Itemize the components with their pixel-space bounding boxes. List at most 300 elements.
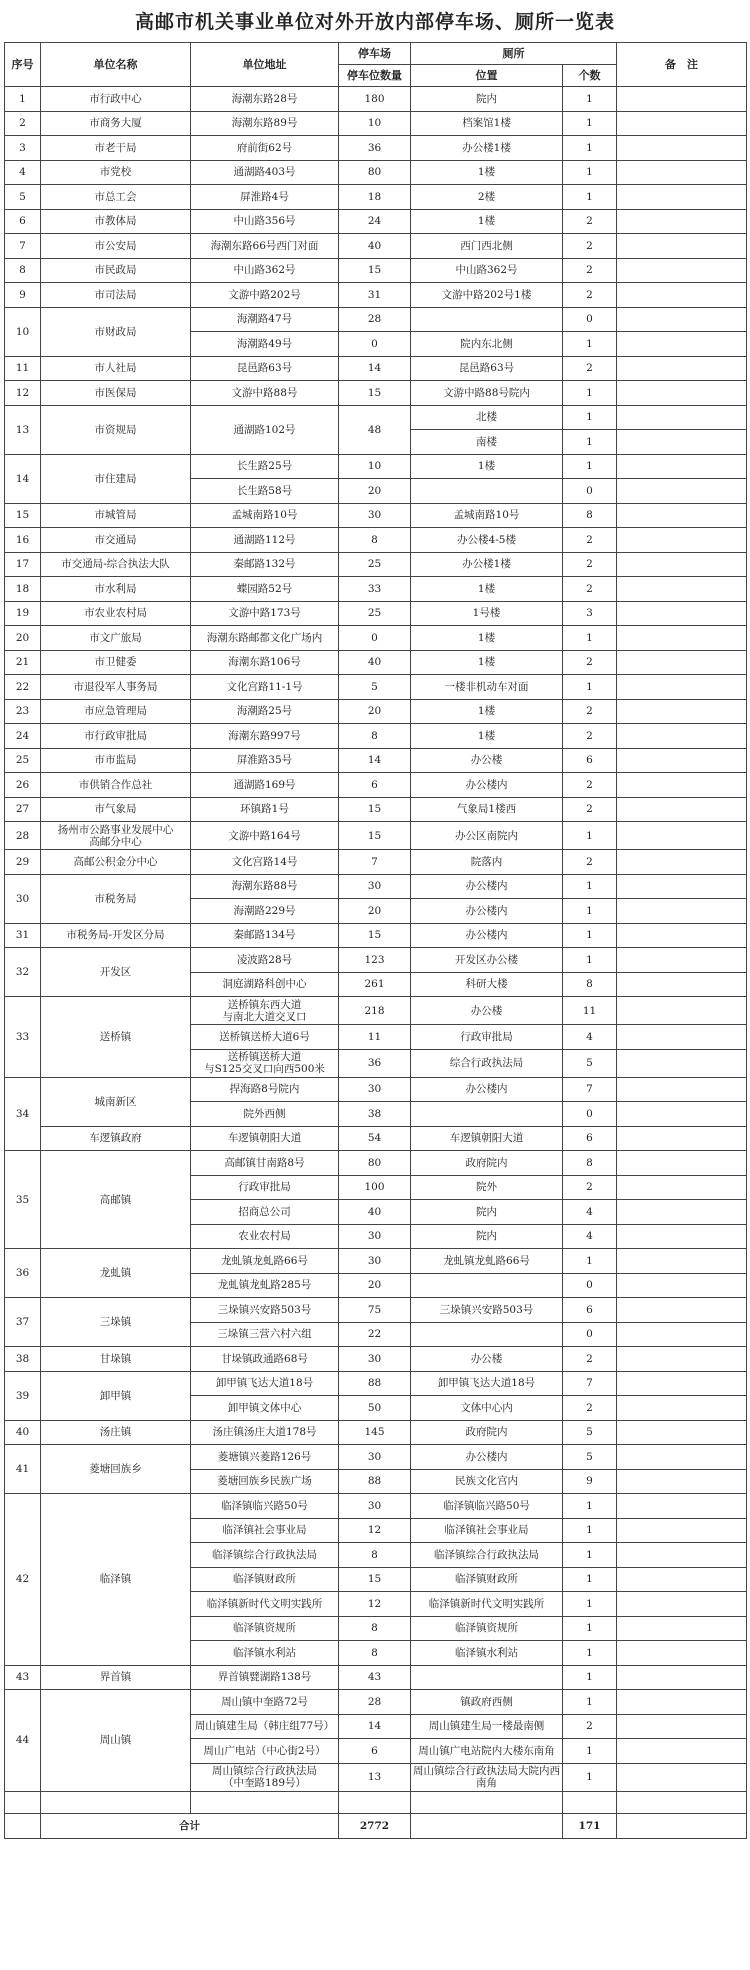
cell-seq: 43 [5, 1665, 41, 1690]
cell-seq: 34 [5, 1077, 41, 1151]
cell-toilet-location: 政府院内 [411, 1151, 563, 1176]
cell-parking-count: 43 [339, 1665, 411, 1690]
table-row [5, 577, 747, 602]
total-row [5, 1813, 747, 1838]
cell-seq: 39 [5, 1371, 41, 1420]
cell-unit-name: 市医保局 [41, 381, 191, 406]
total-remarks [617, 1813, 747, 1838]
cell-parking-count: 40 [339, 1200, 411, 1225]
cell-toilet-location: 办公楼内 [411, 874, 563, 899]
cell-toilet-location: 院内 [411, 1224, 563, 1249]
cell-parking-count: 36 [339, 1049, 411, 1077]
cell-remarks [617, 1567, 747, 1592]
cell-unit-address: 送桥镇东西大道 与南北大道交叉口 [191, 997, 339, 1025]
cell-toilet-count: 1 [563, 822, 617, 850]
cell-unit-address: 海潮东路邮都文化广场内 [191, 626, 339, 651]
cell-unit-address: 文化宫路11-1号 [191, 675, 339, 700]
cell-parking-count: 54 [339, 1126, 411, 1151]
cell-unit-name: 市资规局 [41, 405, 191, 454]
cell-remarks [617, 1200, 747, 1225]
cell-remarks [617, 552, 747, 577]
cell-toilet-location [411, 307, 563, 332]
cell-unit-name: 市行政中心 [41, 87, 191, 112]
cell-toilet-count: 1 [563, 1616, 617, 1641]
cell-toilet-location: 中山路362号 [411, 258, 563, 283]
cell-seq: 42 [5, 1494, 41, 1666]
blank-row [5, 1791, 747, 1813]
table-row [5, 699, 747, 724]
cell-remarks [617, 405, 747, 430]
cell-seq: 38 [5, 1347, 41, 1372]
cell-toilet-location: 院内 [411, 1200, 563, 1225]
cell-remarks [617, 1445, 747, 1470]
cell-parking-count: 8 [339, 1616, 411, 1641]
cell-remarks [617, 307, 747, 332]
cell-unit-name: 高邮镇 [41, 1151, 191, 1249]
cell-toilet-location: 办公楼内 [411, 923, 563, 948]
cell-unit-address: 三垛镇三营六村六组 [191, 1322, 339, 1347]
cell-seq: 26 [5, 773, 41, 798]
cell-seq: 22 [5, 675, 41, 700]
cell-seq: 32 [5, 948, 41, 997]
cell-remarks [617, 626, 747, 651]
cell-toilet-location: 综合行政执法局 [411, 1049, 563, 1077]
cell-unit-name: 周山镇 [41, 1690, 191, 1792]
cell-seq: 6 [5, 209, 41, 234]
cell-toilet-count: 5 [563, 1049, 617, 1077]
cell-remarks [617, 822, 747, 850]
cell-unit-name: 市税务局 [41, 874, 191, 923]
cell-remarks [617, 1102, 747, 1127]
cell-unit-address: 屏淮路35号 [191, 748, 339, 773]
cell-parking-count: 7 [339, 850, 411, 875]
cell-toilet-count: 1 [563, 1763, 617, 1791]
table-row [5, 87, 747, 112]
cell-toilet-location: 文体中心内 [411, 1396, 563, 1421]
table-row [5, 797, 747, 822]
cell-unit-address: 海潮东路89号 [191, 111, 339, 136]
table-row [5, 1494, 747, 1519]
cell-unit-address: 甘垛镇政通路68号 [191, 1347, 339, 1372]
cell-toilet-location [411, 1102, 563, 1127]
cell-unit-address: 海潮东路88号 [191, 874, 339, 899]
cell-unit-address: 海潮东路106号 [191, 650, 339, 675]
cell-toilet-location: 办公楼4-5楼 [411, 528, 563, 553]
cell-unit-name: 菱塘回族乡 [41, 1445, 191, 1494]
cell-parking-count: 15 [339, 822, 411, 850]
cell-parking-count: 20 [339, 1273, 411, 1298]
cell-unit-name: 市市监局 [41, 748, 191, 773]
table-row [5, 258, 747, 283]
cell-seq: 21 [5, 650, 41, 675]
cell-remarks [617, 1025, 747, 1050]
cell-toilet-count: 2 [563, 577, 617, 602]
cell-parking-count: 75 [339, 1298, 411, 1323]
cell-remarks [617, 1298, 747, 1323]
cell-remarks [617, 1543, 747, 1568]
cell-toilet-location: 办公楼 [411, 997, 563, 1025]
cell-toilet-location: 昆邑路63号 [411, 356, 563, 381]
cell-unit-address: 临泽镇财政所 [191, 1567, 339, 1592]
cell-toilet-count: 8 [563, 503, 617, 528]
cell-unit-address: 中山路362号 [191, 258, 339, 283]
cell-seq: 2 [5, 111, 41, 136]
cell-toilet-location: 科研大楼 [411, 972, 563, 997]
cell-seq: 4 [5, 160, 41, 185]
table-row [5, 454, 747, 479]
cell-unit-address: 蝶园路52号 [191, 577, 339, 602]
cell-toilet-location: 临泽镇社会事业局 [411, 1518, 563, 1543]
table-row [5, 1298, 747, 1323]
cell-seq: 18 [5, 577, 41, 602]
cell-unit-address: 海潮东路997号 [191, 724, 339, 749]
cell-toilet-location: 临泽镇资规所 [411, 1616, 563, 1641]
cell-toilet-count: 2 [563, 1714, 617, 1739]
table-row [5, 822, 747, 850]
cell-seq: 9 [5, 283, 41, 308]
cell-toilet-count: 1 [563, 1641, 617, 1666]
cell-toilet-count: 1 [563, 87, 617, 112]
cell-parking-count: 40 [339, 234, 411, 259]
cell-toilet-count: 2 [563, 528, 617, 553]
table-row [5, 626, 747, 651]
cell-toilet-count: 1 [563, 1494, 617, 1519]
cell-toilet-location: 1楼 [411, 626, 563, 651]
cell-toilet-count: 0 [563, 479, 617, 504]
cell-parking-count: 25 [339, 552, 411, 577]
cell-parking-count: 38 [339, 1102, 411, 1127]
cell-seq: 16 [5, 528, 41, 553]
cell-parking-count: 30 [339, 1249, 411, 1274]
cell-unit-address: 海潮路25号 [191, 699, 339, 724]
table-row [5, 111, 747, 136]
cell-unit-address: 临泽镇综合行政执法局 [191, 1543, 339, 1568]
cell-remarks [617, 601, 747, 626]
cell-toilet-count: 2 [563, 650, 617, 675]
cell-remarks [617, 1273, 747, 1298]
cell-unit-address: 临泽镇新时代文明实践所 [191, 1592, 339, 1617]
cell-seq: 29 [5, 850, 41, 875]
cell-remarks [617, 332, 747, 357]
cell-toilet-location: 孟城南路10号 [411, 503, 563, 528]
cell-toilet-count: 4 [563, 1200, 617, 1225]
cell-remarks [617, 503, 747, 528]
cell-unit-name: 车逻镇政府 [41, 1126, 191, 1151]
table-row [5, 748, 747, 773]
cell-toilet-count: 1 [563, 111, 617, 136]
header-toilet-count: 个数 [563, 65, 617, 87]
table-body [5, 87, 747, 1839]
blank-cell [191, 1791, 339, 1813]
cell-parking-count: 20 [339, 899, 411, 924]
cell-unit-address: 通湖路112号 [191, 528, 339, 553]
cell-seq: 7 [5, 234, 41, 259]
table-row [5, 1347, 747, 1372]
cell-parking-count: 36 [339, 136, 411, 161]
cell-toilet-count: 1 [563, 332, 617, 357]
table-row [5, 1445, 747, 1470]
cell-toilet-count: 0 [563, 1273, 617, 1298]
cell-remarks [617, 528, 747, 553]
cell-toilet-location: 临泽镇临兴路50号 [411, 1494, 563, 1519]
cell-unit-address: 周山镇综合行政执法局 （中奎路189号） [191, 1763, 339, 1791]
cell-unit-name: 市行政审批局 [41, 724, 191, 749]
cell-unit-address: 卸甲镇文体中心 [191, 1396, 339, 1421]
cell-remarks [617, 381, 747, 406]
cell-seq: 27 [5, 797, 41, 822]
table-row [5, 552, 747, 577]
cell-remarks [617, 948, 747, 973]
cell-remarks [617, 1322, 747, 1347]
cell-parking-count: 180 [339, 87, 411, 112]
header-parking: 停车场 [339, 43, 411, 65]
cell-unit-address: 三垛镇兴安路503号 [191, 1298, 339, 1323]
cell-toilet-count: 5 [563, 1445, 617, 1470]
cell-unit-address: 周山广电站（中心街2号） [191, 1739, 339, 1764]
cell-parking-count: 30 [339, 1445, 411, 1470]
cell-parking-count: 123 [339, 948, 411, 973]
cell-unit-name: 市交通局-综合执法大队 [41, 552, 191, 577]
cell-seq: 11 [5, 356, 41, 381]
cell-unit-name: 送桥镇 [41, 997, 191, 1078]
cell-toilet-location: 民族文化宫内 [411, 1469, 563, 1494]
cell-remarks [617, 1151, 747, 1176]
cell-unit-name: 市供销合作总社 [41, 773, 191, 798]
cell-toilet-count: 6 [563, 1298, 617, 1323]
cell-parking-count: 28 [339, 1690, 411, 1715]
cell-remarks [617, 850, 747, 875]
cell-toilet-count: 1 [563, 405, 617, 430]
cell-toilet-location: 一楼非机动车对面 [411, 675, 563, 700]
cell-parking-count: 15 [339, 258, 411, 283]
cell-unit-address: 长生路58号 [191, 479, 339, 504]
cell-parking-count: 88 [339, 1469, 411, 1494]
table-row [5, 234, 747, 259]
cell-unit-address: 秦邮路134号 [191, 923, 339, 948]
cell-seq: 10 [5, 307, 41, 356]
cell-remarks [617, 699, 747, 724]
cell-toilet-location: 周山镇综合行政执法局大院内西南角 [411, 1763, 563, 1791]
cell-remarks [617, 1077, 747, 1102]
cell-toilet-location: 办公楼 [411, 1347, 563, 1372]
cell-remarks [617, 185, 747, 210]
cell-unit-address: 海潮路49号 [191, 332, 339, 357]
cell-toilet-location [411, 1665, 563, 1690]
cell-seq: 37 [5, 1298, 41, 1347]
blank-cell [563, 1791, 617, 1813]
cell-parking-count: 24 [339, 209, 411, 234]
cell-unit-address: 龙虬镇龙虬路285号 [191, 1273, 339, 1298]
cell-remarks [617, 1249, 747, 1274]
cell-toilet-count: 1 [563, 1690, 617, 1715]
cell-toilet-count: 1 [563, 899, 617, 924]
cell-toilet-count: 8 [563, 1151, 617, 1176]
cell-toilet-count: 1 [563, 948, 617, 973]
cell-toilet-location: 院内东北侧 [411, 332, 563, 357]
cell-unit-address: 界首镇甓湖路138号 [191, 1665, 339, 1690]
cell-seq: 31 [5, 923, 41, 948]
cell-unit-address: 周山镇建生局（韩庄组77号） [191, 1714, 339, 1739]
table-row [5, 503, 747, 528]
cell-remarks [617, 283, 747, 308]
cell-unit-name: 扬州市公路事业发展中心 高邮分中心 [41, 822, 191, 850]
cell-seq: 19 [5, 601, 41, 626]
cell-toilet-location: 办公区南院内 [411, 822, 563, 850]
cell-toilet-count: 8 [563, 972, 617, 997]
cell-toilet-location: 1楼 [411, 454, 563, 479]
cell-unit-address: 周山镇中奎路72号 [191, 1690, 339, 1715]
cell-parking-count: 30 [339, 1224, 411, 1249]
cell-toilet-location: 西门西北侧 [411, 234, 563, 259]
cell-unit-address: 临泽镇水利站 [191, 1641, 339, 1666]
cell-unit-address: 捍海路8号院内 [191, 1077, 339, 1102]
cell-toilet-count: 1 [563, 381, 617, 406]
cell-toilet-location: 临泽镇综合行政执法局 [411, 1543, 563, 1568]
header-toilet: 厕所 [411, 43, 617, 65]
cell-parking-count: 33 [339, 577, 411, 602]
cell-unit-address: 菱塘镇兴菱路126号 [191, 1445, 339, 1470]
header-parking-count: 停车位数量 [339, 65, 411, 87]
cell-parking-count: 218 [339, 997, 411, 1025]
cell-toilet-location: 办公楼内 [411, 1445, 563, 1470]
cell-remarks [617, 1665, 747, 1690]
cell-unit-address: 屏淮路4号 [191, 185, 339, 210]
cell-toilet-count: 2 [563, 283, 617, 308]
cell-unit-address: 通湖路169号 [191, 773, 339, 798]
cell-toilet-count: 1 [563, 675, 617, 700]
cell-unit-address: 菱塘回族乡民族广场 [191, 1469, 339, 1494]
cell-toilet-count: 2 [563, 850, 617, 875]
cell-parking-count: 40 [339, 650, 411, 675]
blank-cell [411, 1791, 563, 1813]
cell-toilet-location: 卸甲镇飞达大道18号 [411, 1371, 563, 1396]
cell-unit-address: 临泽镇资规所 [191, 1616, 339, 1641]
cell-toilet-location: 行政审批局 [411, 1025, 563, 1050]
blank-cell [339, 1791, 411, 1813]
cell-parking-count: 18 [339, 185, 411, 210]
cell-toilet-count: 1 [563, 1665, 617, 1690]
cell-parking-count: 14 [339, 1714, 411, 1739]
cell-parking-count: 80 [339, 1151, 411, 1176]
cell-parking-count: 261 [339, 972, 411, 997]
table-row [5, 1420, 747, 1445]
cell-parking-count: 20 [339, 699, 411, 724]
cell-unit-address: 文游中路88号 [191, 381, 339, 406]
blank-cell [41, 1791, 191, 1813]
cell-toilet-location: 临泽镇财政所 [411, 1567, 563, 1592]
cell-toilet-count: 2 [563, 552, 617, 577]
cell-toilet-location: 周山镇建生局一楼最南侧 [411, 1714, 563, 1739]
cell-toilet-location [411, 1273, 563, 1298]
cell-seq: 44 [5, 1690, 41, 1792]
cell-parking-count: 30 [339, 1077, 411, 1102]
cell-remarks [617, 797, 747, 822]
cell-toilet-location: 文游中路202号1楼 [411, 283, 563, 308]
cell-unit-address: 临泽镇临兴路50号 [191, 1494, 339, 1519]
cell-toilet-location [411, 1322, 563, 1347]
cell-unit-address: 农业农村局 [191, 1224, 339, 1249]
cell-toilet-location: 气象局1楼西 [411, 797, 563, 822]
cell-remarks [617, 258, 747, 283]
cell-parking-count: 11 [339, 1025, 411, 1050]
cell-parking-count: 15 [339, 1567, 411, 1592]
cell-seq: 35 [5, 1151, 41, 1249]
cell-toilet-count: 1 [563, 1543, 617, 1568]
cell-toilet-count: 7 [563, 1371, 617, 1396]
cell-remarks [617, 1126, 747, 1151]
table-row [5, 381, 747, 406]
cell-toilet-location: 龙虬镇龙虬路66号 [411, 1249, 563, 1274]
cell-toilet-location: 镇政府西侧 [411, 1690, 563, 1715]
table-row [5, 1077, 747, 1102]
table-row [5, 773, 747, 798]
total-blank [411, 1813, 563, 1838]
cell-unit-address: 海潮东路28号 [191, 87, 339, 112]
cell-remarks [617, 111, 747, 136]
cell-parking-count: 8 [339, 528, 411, 553]
cell-remarks [617, 1049, 747, 1077]
cell-remarks [617, 1371, 747, 1396]
cell-toilet-location: 临泽镇水利站 [411, 1641, 563, 1666]
cell-unit-address: 海潮东路66号西门对面 [191, 234, 339, 259]
cell-remarks [617, 1224, 747, 1249]
table-header [5, 43, 747, 87]
cell-remarks [617, 972, 747, 997]
cell-unit-name: 市财政局 [41, 307, 191, 356]
header-unit-address: 单位地址 [191, 43, 339, 87]
cell-unit-name: 龙虬镇 [41, 1249, 191, 1298]
cell-toilet-count: 1 [563, 874, 617, 899]
cell-unit-name: 市应急管理局 [41, 699, 191, 724]
cell-toilet-count: 1 [563, 1592, 617, 1617]
cell-unit-address: 洞庭湖路科创中心 [191, 972, 339, 997]
cell-toilet-count: 6 [563, 748, 617, 773]
cell-remarks [617, 724, 747, 749]
cell-toilet-count: 6 [563, 1126, 617, 1151]
cell-unit-address: 高邮镇甘南路8号 [191, 1151, 339, 1176]
cell-toilet-count: 1 [563, 1567, 617, 1592]
table-row [5, 160, 747, 185]
cell-parking-count: 80 [339, 160, 411, 185]
cell-parking-count: 30 [339, 1494, 411, 1519]
cell-toilet-location: 三垛镇兴安路503号 [411, 1298, 563, 1323]
cell-unit-address: 卸甲镇飞达大道18号 [191, 1371, 339, 1396]
cell-toilet-count: 2 [563, 797, 617, 822]
cell-parking-count: 15 [339, 381, 411, 406]
cell-parking-count: 15 [339, 797, 411, 822]
cell-toilet-count: 0 [563, 307, 617, 332]
cell-unit-name: 市卫健委 [41, 650, 191, 675]
cell-remarks [617, 1641, 747, 1666]
cell-toilet-count: 2 [563, 1175, 617, 1200]
cell-toilet-location: 1楼 [411, 577, 563, 602]
cell-remarks [617, 454, 747, 479]
cell-toilet-count: 4 [563, 1224, 617, 1249]
cell-remarks [617, 160, 747, 185]
cell-toilet-count: 1 [563, 626, 617, 651]
cell-toilet-count: 2 [563, 699, 617, 724]
cell-unit-name: 开发区 [41, 948, 191, 997]
cell-remarks [617, 87, 747, 112]
table-row [5, 601, 747, 626]
cell-toilet-count: 7 [563, 1077, 617, 1102]
cell-parking-count: 100 [339, 1175, 411, 1200]
cell-unit-address: 临泽镇社会事业局 [191, 1518, 339, 1543]
cell-unit-name: 市城管局 [41, 503, 191, 528]
cell-toilet-location: 院落内 [411, 850, 563, 875]
cell-unit-name: 市人社局 [41, 356, 191, 381]
cell-parking-count: 8 [339, 724, 411, 749]
